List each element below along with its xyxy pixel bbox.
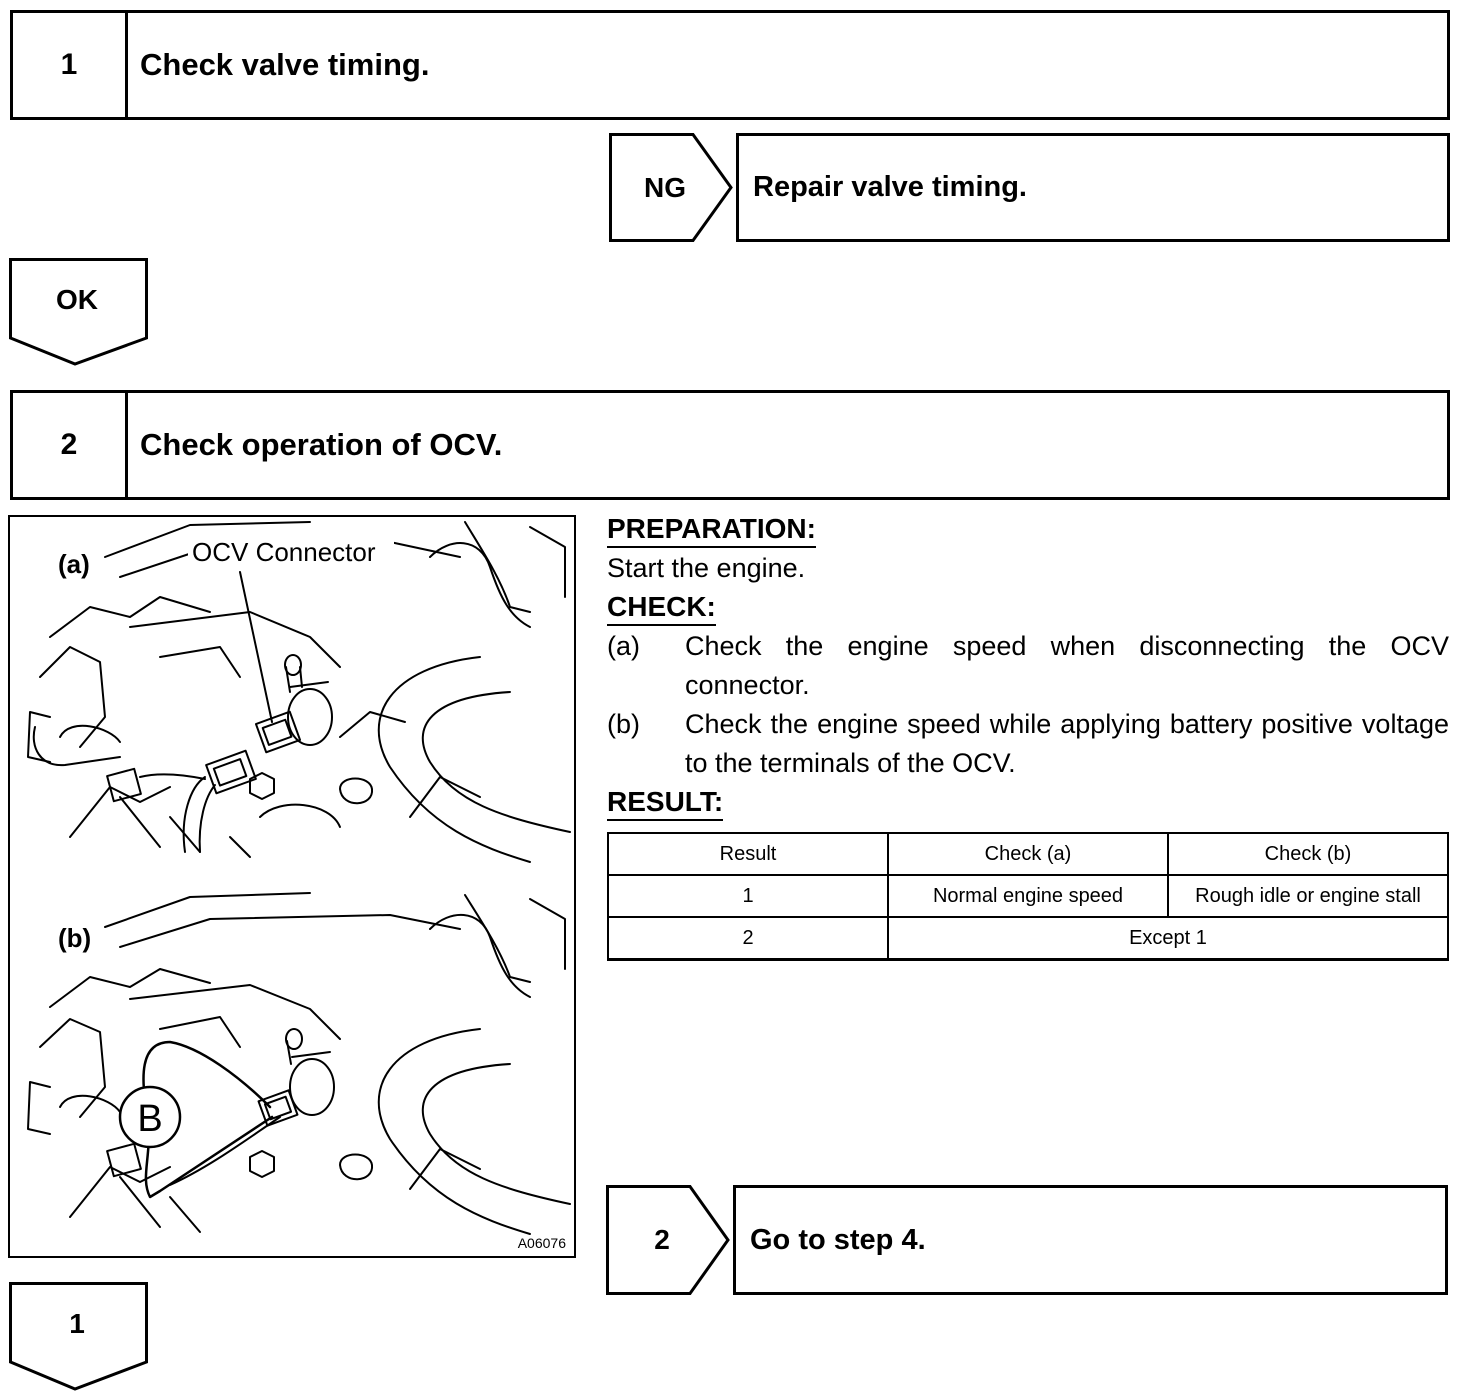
table-cell: 2 xyxy=(608,917,888,960)
result-heading: RESULT: xyxy=(607,785,723,821)
branch-2-action-box: Go to step 4. xyxy=(733,1185,1448,1295)
step-1-number: 1 xyxy=(13,13,128,117)
ok-tag-label: OK xyxy=(56,284,98,315)
table-header-cell: Result xyxy=(608,833,888,875)
ok-tag xyxy=(9,258,149,368)
engine-line-drawing xyxy=(10,517,574,1256)
figure-code: A06076 xyxy=(517,1235,566,1251)
branch-1-tag xyxy=(9,1282,149,1394)
table-header-cell: Check (b) xyxy=(1168,833,1448,875)
battery-symbol: B xyxy=(137,1098,163,1140)
ocv-connector-label: OCV Connector xyxy=(192,537,376,567)
table-row xyxy=(608,875,1448,917)
ng-action-box: Repair valve timing. xyxy=(736,133,1450,242)
check-item-index: (a) xyxy=(607,631,640,661)
table-header-cell: Check (a) xyxy=(888,833,1168,875)
check-item-text: Check the engine speed when disconnecting the OCV connector. xyxy=(685,631,1449,700)
branch-2-tag-label: 2 xyxy=(654,1224,670,1255)
check-item-index: (b) xyxy=(607,709,640,739)
step-2-title: Check operation of OCV. xyxy=(140,427,503,462)
figure-label-b: (b) xyxy=(58,923,92,953)
check-item-text: Check the engine speed while applying battery positive voltage to the terminals of the OCV. xyxy=(685,709,1449,778)
branch-1-tag-label: 1 xyxy=(69,1308,85,1339)
step-2-header xyxy=(10,390,1450,500)
check-item-a xyxy=(607,627,1449,705)
branch-2-tag xyxy=(606,1185,732,1295)
figure-label-a: (a) xyxy=(58,549,90,579)
ng-tag-label: NG xyxy=(644,171,686,203)
result-table xyxy=(607,832,1449,961)
procedure-text xyxy=(607,510,1449,961)
table-cell: Normal engine speed xyxy=(888,875,1168,917)
ng-tag xyxy=(609,133,735,242)
table-cell: Except 1 xyxy=(888,917,1448,960)
ocv-illustration xyxy=(8,515,576,1258)
table-row xyxy=(608,917,1448,960)
table-cell: 1 xyxy=(608,875,888,917)
table-header-row xyxy=(608,833,1448,875)
step-1-header xyxy=(10,10,1450,120)
preparation-text: Start the engine. xyxy=(607,553,806,583)
table-cell: Rough idle or engine stall xyxy=(1168,875,1448,917)
preparation-heading: PREPARATION: xyxy=(607,512,816,548)
step-2-number: 2 xyxy=(13,393,128,497)
step-1-title: Check valve timing. xyxy=(140,47,430,82)
check-heading: CHECK: xyxy=(607,590,716,626)
check-item-b xyxy=(607,705,1449,783)
